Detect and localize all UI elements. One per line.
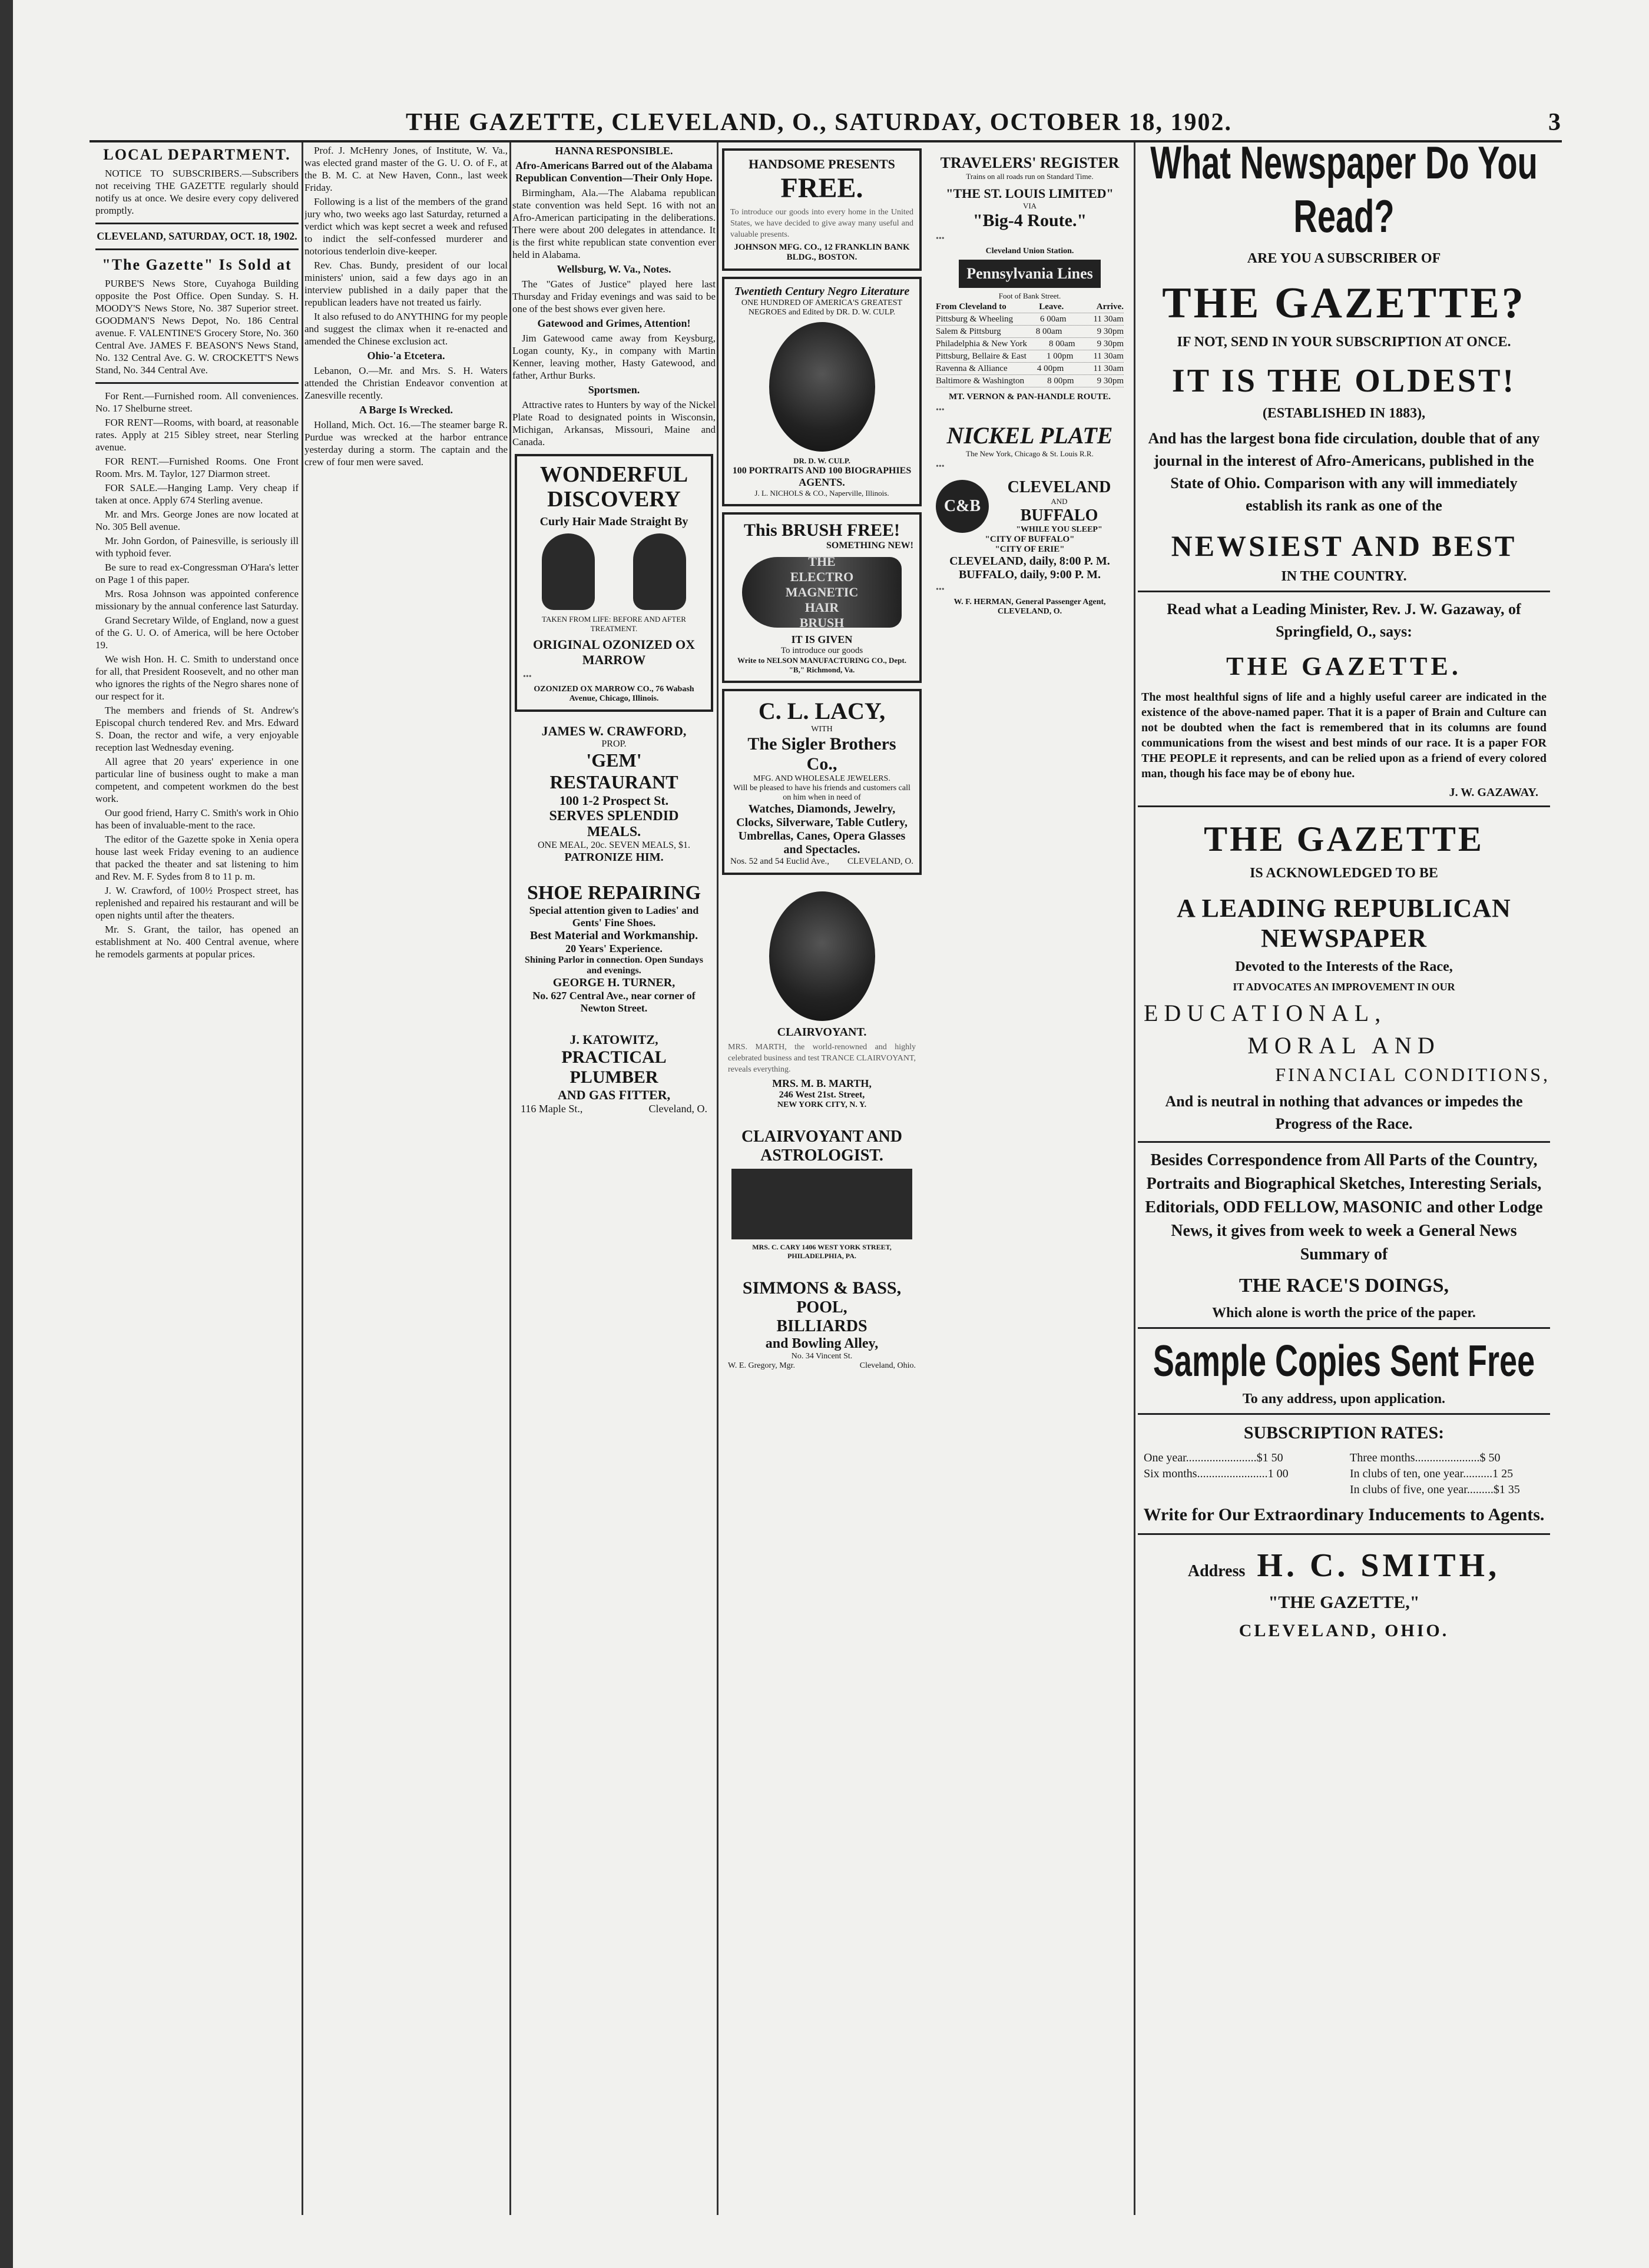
news-item: Lebanon, O.—Mr. and Mrs. S. H. Waters attended the Christian Endeavor convention at Zanesville recently. <box>304 365 508 401</box>
row-arrive: 11 30am <box>1093 352 1124 361</box>
local-item: All agree that 20 years' experience in one particular line of business ought to make a man competent, and competent workmen do the best work. <box>95 756 299 804</box>
row-arrive: 11 30am <box>1093 314 1124 324</box>
cb-daily1: CLEVELAND, daily, 8:00 P. M. <box>949 555 1110 568</box>
plumber-title: PRACTICAL PLUMBER <box>561 1047 667 1087</box>
stl-limited: "THE ST. LOUIS LIMITED" <box>946 186 1114 201</box>
subscriber-notice: NOTICE TO SUBSCRIBERS.—Subscribers not receiving THE GAZETTE regularly should notify us at once. We desire every copy delivered promptly. <box>95 168 299 216</box>
penn-arrive: Arrive. <box>1096 302 1124 311</box>
neutral: And is neutral in nothing that advances or impedes the Progress of the Race. <box>1165 1093 1523 1132</box>
gazette-heading-2: THE GAZETTE <box>1204 820 1484 858</box>
wellsburg-heading: Wellsburg, W. Va., Notes. <box>557 263 671 275</box>
lacy-name: C. L. LACY, <box>758 698 886 724</box>
divider <box>1138 805 1550 807</box>
divider <box>1138 1533 1550 1535</box>
cb-buffalo: BUFFALO <box>1020 506 1098 525</box>
financial: FINANCIAL CONDITIONS, <box>1275 1064 1550 1085</box>
leading-republican: A LEADING REPUBLICAN NEWSPAPER <box>1177 894 1511 953</box>
lacy-city: CLEVELAND, O. <box>847 857 913 866</box>
column-local-department <box>95 142 299 2215</box>
shoe-experience: 20 Years' Experience. <box>565 943 663 954</box>
column-news-2 <box>304 142 508 2215</box>
penn-head: From Cleveland to <box>936 302 1006 311</box>
local-item: The members and friends of St. Andrew's Episcopal church tendered Rev. and Mrs. Edward S. Doan, the rector and wife, a very enjoyable reception last Wednesday evening. <box>95 705 299 753</box>
race-doings: THE RACE'S DOINGS, <box>1239 1275 1449 1297</box>
simmons-title: SIMMONS & BASS, <box>742 1278 902 1298</box>
lacy-address: Nos. 52 and 54 Euclid Ave., <box>730 857 830 866</box>
clairvoyant-address: 246 West 21st. Street, <box>779 1090 865 1100</box>
local-item: J. W. Crawford, of 100½ Prospect street, has replenished and repaired his restaurant and will be open nights until after the theaters. <box>95 885 299 921</box>
divider <box>1138 1327 1550 1329</box>
row-dest: Philadelphia & New York <box>936 339 1027 349</box>
portrait-before-image <box>542 533 595 610</box>
subhead: A Barge Is Wrecked. <box>359 404 453 416</box>
via: VIA <box>1022 201 1037 210</box>
table-row <box>936 350 1124 363</box>
acknowledged: IS ACKNOWLEDGED TO BE <box>1250 866 1438 881</box>
devoted: Devoted to the Interests of the Race, <box>1235 959 1453 974</box>
hanna-text: Birmingham, Ala.—The Alabama republican state convention was held Sept. 16 with not an Afro-American participating in the deliberations. There were about 200 delegates in attendance. It is the first white republican state convention ever held in Alabama. <box>512 187 716 260</box>
ads-right <box>928 142 1132 1382</box>
rates-title: SUBSCRIPTION RATES: <box>1243 1423 1445 1443</box>
brush-label: THE ELECTRO MAGNETIC HAIR BRUSH <box>785 554 859 630</box>
literature-publisher: J. L. NICHOLS & CO., Naperville, Illinois. <box>754 489 889 498</box>
big4-schedule: ••• <box>936 234 945 243</box>
plumber-address: 116 Maple St., <box>521 1103 583 1115</box>
hanna-subheading: Afro-Americans Barred out of the Alabama Republican Convention—Their Only Hope. <box>515 160 713 184</box>
row-leave: 8 00am <box>1035 327 1062 336</box>
row-leave: 4 00pm <box>1037 364 1064 373</box>
divider <box>1138 1413 1550 1415</box>
gazette-address: "THE GAZETTE," <box>1268 1593 1420 1612</box>
table-row <box>936 326 1124 338</box>
local-item: FOR SALE.—Hanging Lamp. Very cheap if taken at once. Apply 674 Sterling avenue. <box>95 482 299 506</box>
row-leave: 6 00am <box>1040 314 1067 324</box>
rate-item: Six months........................1 00 <box>1144 1467 1289 1480</box>
local-item: We wish Hon. H. C. Smith to understand once for all, that President Roosevelt, and no other man who ignores the rights of the Negro shares none of our respect for it. <box>95 654 299 702</box>
row-arrive: 11 30am <box>1093 364 1124 373</box>
gazette-quote-heading: THE GAZETTE. <box>1226 652 1462 681</box>
literature-title: Twentieth Century Negro Literature <box>734 285 910 298</box>
row-dest: Ravenna & Alliance <box>936 364 1008 373</box>
subscriber-question: ARE YOU A SUBSCRIBER OF <box>1247 251 1441 266</box>
write-agents: Write for Our Extraordinary Inducements to Agents. <box>1143 1505 1545 1524</box>
table-row <box>936 375 1124 387</box>
column-advertisements <box>720 142 1132 2215</box>
local-item: Mr. John Gordon, of Painesville, is seriously ill with typhoid fever. <box>95 535 299 559</box>
read-minister: Read what a Leading Minister, Rev. J. W. Gazaway, of Springfield, O., says: <box>1167 601 1521 640</box>
nickel-sub: The New York, Chicago & St. Louis R.R. <box>966 449 1094 458</box>
brush-ad <box>722 512 922 683</box>
column-rule <box>717 142 718 2215</box>
herman-city: CLEVELAND, O. <box>997 607 1062 616</box>
row-dest: Salem & Pittsburg <box>936 327 1001 336</box>
rate-item: In clubs of ten, one year..........1 25 <box>1350 1467 1514 1480</box>
crawford-ad <box>515 718 713 870</box>
news-item: Holland, Mich. Oct. 16.—The steamer barge R. Purdue was wrecked at the harbor entrance yesterday during a storm. The captain and the crew of four men were saved. <box>304 419 508 467</box>
free-line: HANDSOME PRESENTS <box>749 157 895 171</box>
gatewood-heading: Gatewood and Grimes, Attention! <box>537 317 691 329</box>
oldest-heading: IT IS THE OLDEST! <box>1171 363 1516 399</box>
hanna-heading: HANNA RESPONSIBLE. <box>555 145 673 157</box>
shoe-text: Special attention given to Ladies' and Gents' Fine Shoes. <box>529 904 699 929</box>
discovery-ad <box>515 454 713 712</box>
row-leave: 8 00am <box>1049 339 1075 349</box>
cb-city2: "CITY OF ERIE" <box>995 545 1065 554</box>
brush-new: SOMETHING NEW! <box>826 541 913 551</box>
discovery-caption: TAKEN FROM LIFE: BEFORE AND AFTER TREATMENT. <box>542 615 686 633</box>
gazette-question: THE GAZETTE? <box>1162 279 1526 327</box>
simmons-bass-ad <box>722 1272 922 1377</box>
local-item: The editor of the Gazette spoke in Xenia opera house last week Friday evening to an audience that packed the theater and sat listening to him and Rev. M. F. Sydes from 8 to 11 p. m. <box>95 834 299 882</box>
crawford-prop: PROP. <box>601 739 627 749</box>
advocates: IT ADVOCATES AN IMPROVEMENT IN OUR <box>1233 981 1455 993</box>
minister-quote: The most healthful signs of life and a highly useful career are indicated in the existence of the above-named paper. That it is a paper of Brain and Culture can not be doubted when the fact is remembered that in its columns are found communications from the wisest and best minds of our race. It is a paper FOR THE PEOPLE it represents, and can be relied upon as a friend of every colored man, though his face may be of ebony hue. <box>1141 691 1547 780</box>
penn-leave: Leave. <box>1039 302 1064 311</box>
divider <box>1138 591 1550 592</box>
lacy-address-line <box>730 857 913 867</box>
lacy-goods: Watches, Diamonds, Jewelry, Clocks, Silverware, Table Cutlery, Umbrellas, Canes, Opera Glasses and Spectacles. <box>736 803 908 856</box>
free-company: JOHNSON MFG. CO., 12 FRANKLIN BANK BLDG., BOSTON. <box>734 243 910 262</box>
clairvoyant-text: MRS. MARTH, the world-renowned and highly celebrated business and test TRANCE CLAIRVOYANT, reveals everything. <box>728 1043 916 1074</box>
page-number: 3 <box>1548 109 1562 136</box>
portrait-images <box>523 533 705 610</box>
divider <box>95 223 299 224</box>
lacy-sub: MFG. AND WHOLESALE JEWELERS. <box>753 774 890 783</box>
nickel-schedule: ••• <box>936 462 945 471</box>
column-gazette-promo <box>1138 142 1550 2215</box>
travelers-note: Trains on all roads run on Standard Time. <box>966 172 1094 181</box>
literature-caption: DR. D. W. CULP. <box>793 456 850 465</box>
marth-portrait-image <box>769 891 875 1021</box>
educational: EDUCATIONAL, <box>1144 1000 1387 1026</box>
cb-logo-icon: C&B <box>936 480 989 533</box>
travelers-title: TRAVELERS' REGISTER <box>940 154 1120 171</box>
cb-line <box>936 478 1124 535</box>
table-row <box>936 338 1124 350</box>
subhead: Ohio-'a Etcetera. <box>367 350 445 362</box>
local-item: Mrs. Rosa Johnson was appointed conference missionary by the annual conference last Saturday. <box>95 588 299 612</box>
cb-and: AND <box>1051 497 1068 506</box>
news-item: It also refused to do ANYTHING for my people and suggest the climax when it re-enacted and amended the Chinese exclusion act. <box>304 311 508 347</box>
free-title: FREE. <box>780 173 863 204</box>
penn-sub: Foot of Bank Street. <box>998 291 1061 300</box>
clairvoyant-city: NEW YORK CITY, N. Y. <box>777 1100 867 1109</box>
crawford-serves: SERVES SPLENDID MEALS. <box>549 808 679 840</box>
astrologist-image <box>731 1169 912 1239</box>
astrologist-ad <box>722 1122 922 1266</box>
brush-title: This BRUSH FREE! <box>743 520 900 540</box>
simmons-city: Cleveland, Ohio. <box>859 1361 916 1370</box>
brush-write: Write to NELSON MANUFACTURING CO., Dept. "B," Richmond, Va. <box>737 656 906 674</box>
cb-sleep: "WHILE YOU SLEEP" <box>1016 525 1102 534</box>
mtvernon-schedule: ••• <box>936 406 945 415</box>
row-dest: Baltimore & Washington <box>936 376 1025 386</box>
cb-schedule: ••• <box>936 585 945 594</box>
brush-given: IT IS GIVEN <box>791 634 853 645</box>
cb-city1: "CITY OF BUFFALO" <box>985 535 1075 544</box>
shoe-owner: GEORGE H. TURNER, <box>552 976 676 989</box>
gatewood-text: Jim Gatewood came away from Keysburg, Logan county, Ky., in company with Martin Kenner, leaving mother, Hasty Gatewood, and father, Arthur Burks. <box>512 333 716 381</box>
plumber-city: Cleveland, O. <box>648 1103 707 1115</box>
simmons-address: No. 34 Vincent St. <box>791 1352 853 1361</box>
local-item: Mr. S. Grant, the tailor, has opened an establishment at No. 400 Central avenue, where he remodels garments at popular prices. <box>95 924 299 960</box>
table-row <box>936 313 1124 326</box>
clairvoyant-title: CLAIRVOYANT. <box>777 1026 867 1039</box>
negro-literature-ad <box>722 277 922 506</box>
row-dest: Pittsburg & Wheeling <box>936 314 1014 324</box>
simmons-footer <box>728 1361 916 1371</box>
lacy-with: WITH <box>811 725 833 734</box>
row-arrive: 9 30pm <box>1097 376 1124 386</box>
clairvoyant-name: MRS. M. B. MARTH, <box>772 1077 872 1089</box>
column-rule <box>1134 142 1135 2215</box>
city-address: CLEVELAND, OHIO. <box>1239 1621 1449 1640</box>
mtvernon-route: MT. VERNON & PAN-HANDLE ROUTE. <box>948 392 1111 402</box>
plumber-ad <box>515 1026 713 1121</box>
plumber-name: J. KATOWITZ, <box>569 1032 658 1047</box>
free-text: To introduce our goods into every home in the United States, we have decided to give away many useful and valuable presents. <box>730 208 913 239</box>
column-news-3 <box>512 142 716 2215</box>
big4-route: "Big-4 Route." <box>972 211 1087 230</box>
dateline: CLEVELAND, SATURDAY, OCT. 18, 1902. <box>97 230 297 242</box>
row-arrive: 9 30pm <box>1097 339 1124 349</box>
crawford-address: 100 1-2 Prospect St. <box>559 793 669 808</box>
plumber-address-line <box>521 1103 707 1115</box>
simmons-alley: and Bowling Alley, <box>765 1336 879 1351</box>
sample-request: To any address, upon application. <box>1242 1391 1446 1407</box>
moral: MORAL AND <box>1247 1032 1441 1059</box>
sold-at-heading: "The Gazette" Is Sold at <box>102 256 292 273</box>
local-item: Be sure to read ex-Congressman O'Hara's letter on Page 1 of this paper. <box>95 562 299 585</box>
column-rule <box>302 142 303 2215</box>
culp-portrait-image <box>769 322 875 452</box>
discovery-title: WONDERFUL DISCOVERY <box>539 462 688 512</box>
herman-agent: W. F. HERMAN, General Passenger Agent, <box>953 598 1106 606</box>
in-country: IN THE COUNTRY. <box>1281 569 1407 584</box>
worth: Which alone is worth the price of the paper. <box>1212 1305 1476 1321</box>
sold-at-list: PURBE'S News Store, Cuyahoga Building opposite the Post Office. Open Sunday. S. H. MOODY'S News Store, No. 387 Superior street. GOODMAN'S News Depot, No. 186 Central avenue. F. VALENTINE'S Grocery Store, No. 360 Central Ave. JAMES F. BEASON'S News Stand, No. 132 Central Ave. G. W. CROCKETT'S News Stand, No. 344 Central Ave. <box>95 278 299 376</box>
shoe-material: Best Material and Workmanship. <box>529 929 698 942</box>
local-item: For Rent.—Furnished room. All conveniences. No. 17 Shelburne street. <box>95 390 299 414</box>
cb-cleveland: CLEVELAND <box>1007 478 1111 496</box>
rate-item <box>1144 1483 1338 1497</box>
literature-portraits: 100 PORTRAITS AND 100 BIOGRAPHIES <box>732 466 912 476</box>
smith-name: H. C. SMITH, <box>1257 1547 1501 1584</box>
crawford-patronize: PATRONIZE HIM. <box>564 851 664 864</box>
portrait-after-image <box>633 533 686 610</box>
simmons-mgr: W. E. Gregory, Mgr. <box>728 1361 796 1370</box>
penn-lines-logo: Pennsylvania Lines <box>959 260 1101 288</box>
plumber-sub: AND GAS FITTER, <box>557 1087 671 1102</box>
news-item: Prof. J. McHenry Jones, of Institute, W. Va., was elected grand master of the G. U. O. of F., at the B. M. C. at New Haven, Conn., last week Friday. <box>304 145 508 193</box>
circulation-text: And has the largest bona fide circulation, double that of any journal in the interest of Afro-Americans, published in the State of Ohio. Comparison with any will immediately establish its rank as one of the <box>1148 430 1540 514</box>
ads-left <box>720 142 924 1382</box>
masthead-title: THE GAZETTE, CLEVELAND, O., SATURDAY, OCTOBER 18, 1902. <box>406 109 1232 136</box>
row-dest: Pittsburg, Bellaire & East <box>936 352 1027 361</box>
lacy-jewelers-ad <box>722 689 922 875</box>
local-item: Grand Secretary Wilde, of England, now a guest of the G. U. O. of America, will be here October 19. <box>95 615 299 651</box>
table-row <box>936 363 1124 375</box>
rate-item: One year........................$1 50 <box>1144 1451 1283 1464</box>
news-item: Following is a list of the members of the grand jury who, two weeks ago last Saturday, returned a verdict which was kept secret a week and refused to indict the self-confessed murderer and notorious tenderloin dive-keeper. <box>304 196 508 257</box>
free-presents-ad <box>722 148 922 271</box>
local-item: FOR RENT.—Furnished Rooms. One Front Room. Mrs. M. Taylor, 127 Diarmon street. <box>95 456 299 479</box>
local-department-heading: LOCAL DEPARTMENT. <box>103 146 291 163</box>
clairvoyant-ad <box>722 881 922 1116</box>
crawford-name: JAMES W. CRAWFORD, <box>541 724 687 738</box>
simmons-pool: POOL, <box>796 1298 847 1317</box>
what-newspaper-heading: What Newspaper Do You Read? <box>1150 142 1538 242</box>
discovery-product: ORIGINAL OZONIZED OX MARROW <box>532 637 696 667</box>
shoe-title: SHOE REPAIRING <box>527 882 701 904</box>
besides-text: Besides Correspondence from All Parts of the Country, Portraits and Biographical Sketches, Interesting Serials, Editorials, ODD FELLOW, MASONIC and other Lodge News, it gives from week to week a General News Summary of <box>1145 1151 1543 1264</box>
if-not: IF NOT, SEND IN YOUR SUBSCRIPTION AT ONCE. <box>1177 334 1511 350</box>
penn-station: Cleveland Union Station. <box>985 247 1074 256</box>
row-arrive: 9 30pm <box>1097 327 1124 336</box>
rate-item: Three months......................$ 50 <box>1350 1451 1501 1464</box>
row-leave: 1 00pm <box>1046 352 1074 361</box>
local-item: Mr. and Mrs. George Jones are now located at No. 305 Bell avenue. <box>95 509 299 532</box>
crawford-restaurant: 'GEM' RESTAURANT <box>549 750 678 793</box>
row-leave: 8 00pm <box>1047 376 1074 386</box>
crawford-prices: ONE MEAL, 20c. SEVEN MEALS, $1. <box>537 840 691 850</box>
masthead <box>90 105 1562 142</box>
wellsburg-text: The "Gates of Justice" played here last Thursday and Friday evenings and was said to be one of the best shows ever given here. <box>512 278 716 314</box>
address-label: Address <box>1187 1562 1246 1580</box>
literature-agents: AGENTS. <box>799 476 845 488</box>
discovery-tagline: Curly Hair Made Straight By <box>539 515 688 528</box>
divider <box>95 382 299 384</box>
rate-item: In clubs of five, one year.........$1 35 <box>1350 1483 1520 1496</box>
cb-daily2: BUFFALO, daily, 9:00 P. M. <box>958 568 1101 581</box>
address-line <box>1138 1547 1550 1584</box>
sportsmen-text: Attractive rates to Hunters by way of the Nickel Plate Road to designated points in Wisconsin, Michigan, Arkansas, Missouri, Maine and Canada. <box>512 399 716 447</box>
travelers-register <box>930 148 1130 622</box>
shoe-repair-ad <box>515 876 713 1020</box>
penn-table-header <box>936 301 1124 313</box>
discovery-body-text: ••• <box>523 672 532 681</box>
sportsmen-heading: Sportsmen. <box>588 384 640 396</box>
astrologist-title: CLAIRVOYANT AND ASTROLOGIST. <box>741 1128 903 1165</box>
divider <box>1138 1141 1550 1143</box>
lacy-company: The Sigler Brothers Co., <box>747 734 896 774</box>
hair-brush-image <box>742 554 902 630</box>
column-rule <box>509 142 511 2215</box>
news-item: Rev. Chas. Bundy, president of our local ministers' union, said a few days ago in an interview published in a daily paper that the republican leaders have not treated us fairly. <box>304 260 508 308</box>
newsiest-heading: NEWSIEST AND BEST <box>1171 529 1517 562</box>
subscription-rates <box>1144 1451 1544 1497</box>
local-item: FOR RENT—Rooms, with board, at reasonable rates. Apply at 215 Sibley street, near Sterling avenue. <box>95 417 299 453</box>
simmons-billiards: BILLIARDS <box>776 1317 867 1335</box>
divider <box>95 248 299 250</box>
brush-intro: To introduce our goods <box>780 646 863 655</box>
shoe-parlor: Shining Parlor in connection. Open Sundays and evenings. <box>525 955 703 976</box>
nickel-plate-logo: NICKEL PLATE <box>946 422 1113 449</box>
astrologist-name: MRS. C. CARY 1406 WEST YORK STREET, PHILADELPHIA, PA. <box>752 1243 892 1260</box>
shoe-address: No. 627 Central Ave., near corner of Newton Street. <box>532 990 696 1014</box>
gazaway-signature: J. W. GAZAWAY. <box>1449 786 1538 799</box>
established: (ESTABLISHED IN 1883), <box>1262 406 1426 421</box>
local-item: Our good friend, Harry C. Smith's work in Ohio has been of invaluable-ment to the race. <box>95 807 299 831</box>
sample-copies: Sample Copies Sent Free <box>1153 1337 1535 1386</box>
lacy-invite: Will be pleased to have his friends and customers call on him when in need of <box>733 784 910 802</box>
literature-sub: ONE HUNDRED OF AMERICA'S GREATEST NEGROES and Edited by DR. D. W. CULP. <box>741 299 903 317</box>
discovery-address: OZONIZED OX MARROW CO., 76 Wabash Avenue, Chicago, Illinois. <box>534 685 694 703</box>
